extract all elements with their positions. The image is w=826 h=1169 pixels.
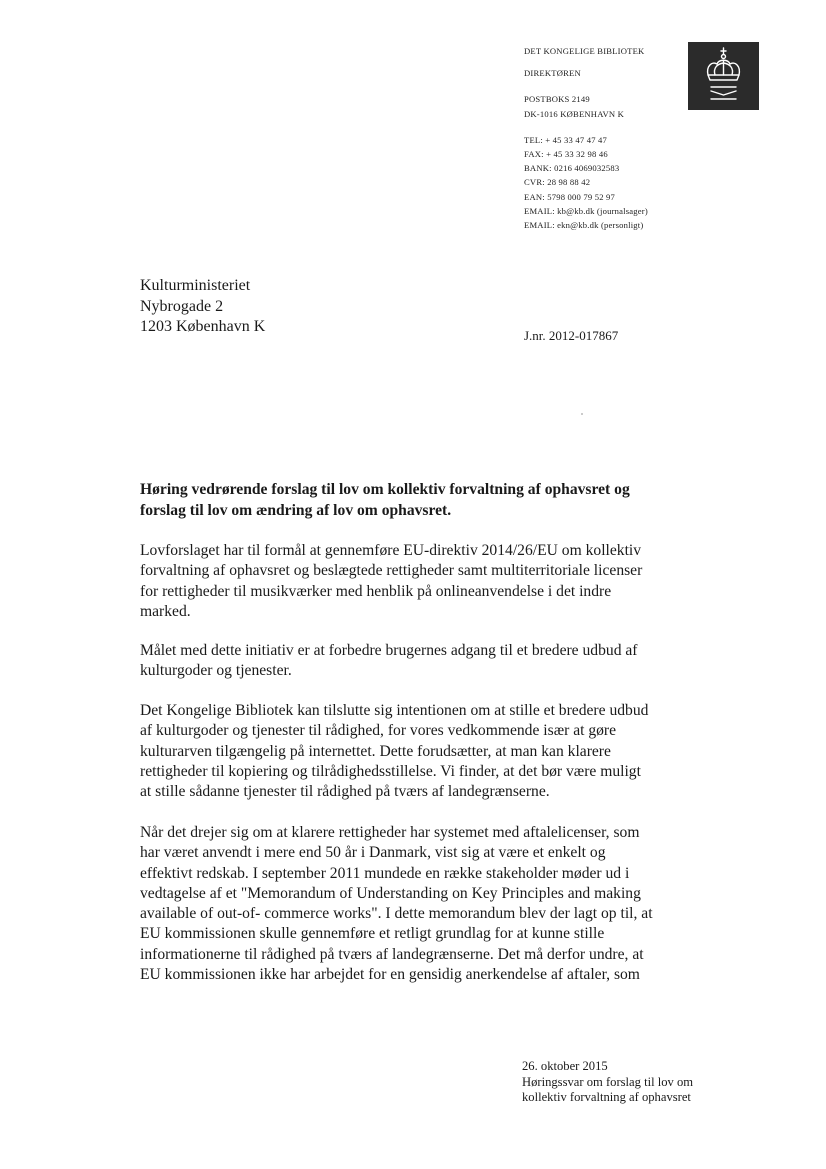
- ean-number: EAN: 5798 000 79 52 97: [524, 191, 616, 202]
- body-paragraph-3: [140, 701, 685, 802]
- text-line: kulturarven tilgængelig på internettet. Dette forudsætter, at man kan klarere: [140, 742, 611, 760]
- text-line: Det Kongelige Bibliotek kan tilslutte sig intentionen om at stille et bredere udbud: [140, 702, 649, 719]
- footer-date: 26. oktober 2015: [522, 1059, 608, 1073]
- text-line: forvaltning af ophavsret og beslægtede rettigheder samt multiterritoriale licenser: [140, 562, 643, 580]
- postbox: POSTBOKS 2149: [524, 94, 590, 105]
- scan-speck: [581, 413, 583, 415]
- recipient-city: 1203 København K: [140, 318, 266, 336]
- text-line: rettigheder til kopiering og tilrådighedsstillelse. Vi finder, at det bør være muligt: [140, 762, 641, 780]
- fax: FAX: + 45 33 32 98 46: [524, 149, 608, 160]
- text-line: har været anvendt i mere end 50 år i Danmark, vist sig at være et enkelt og: [140, 844, 606, 862]
- text-line: at stille sådanne tjenester til rådighed på tværs af landegrænserne.: [140, 783, 550, 801]
- footer-note: [522, 1059, 693, 1106]
- email-journal: EMAIL: kb@kb.dk (journalsager): [524, 205, 648, 216]
- body-paragraph-2: [140, 641, 685, 682]
- office-name: DIREKTØREN: [524, 68, 581, 79]
- institution-name: DET KONGELIGE BIBLIOTEK: [524, 46, 645, 56]
- text-line: informationerne til rådighed på tværs af landegrænserne. Det må derfor undre, at: [140, 945, 644, 963]
- text-line: marked.: [140, 602, 191, 620]
- subject-line-2: forslag til lov om ændring af lov om ophavsret.: [140, 501, 452, 519]
- journal-number: J.nr. 2012-017867: [524, 328, 619, 343]
- recipient-address: [140, 276, 265, 338]
- text-line: EU kommissionen skulle gennemføre et retligt grundlag for at kunne stille: [140, 925, 605, 943]
- recipient-street: Nybrogade 2: [140, 297, 224, 315]
- recipient-name: Kulturministeriet: [140, 277, 251, 294]
- cvr-number: CVR: 28 98 88 42: [524, 177, 591, 188]
- subject-line-1: Høring vedrørende forslag til lov om kollektiv forvaltning af ophavsret og: [140, 481, 630, 498]
- email-personal: EMAIL: ekn@kb.dk (personligt): [524, 220, 644, 231]
- bank-account: BANK: 0216 4069032583: [524, 163, 620, 174]
- text-line: effektivt redskab. I september 2011 mundede en række stakeholder møder ud i: [140, 864, 630, 882]
- text-line: available of out-of- commerce works". I dette memorandum blev der lagt op til, at: [140, 905, 653, 923]
- crown-logo-icon: [688, 42, 759, 110]
- text-line: af kulturgoder og tjenester til rådighed, for vores vedkommende især at gøre: [140, 722, 617, 740]
- telephone: TEL: + 45 33 47 47 47: [524, 134, 608, 145]
- text-line: vedtagelse af et "Memorandum of Understanding on Key Principles and making: [140, 884, 641, 902]
- subject-heading: [140, 480, 700, 521]
- text-line: Målet med dette initiativ er at forbedre brugernes adgang til et bredere udbud af: [140, 642, 638, 659]
- text-line: for rettigheder til musikværker med henblik på onlineanvendelse i det indre: [140, 582, 612, 600]
- footer-topic-line-2: kollektiv forvaltning af ophavsret: [522, 1090, 691, 1105]
- text-line: EU kommissionen ikke har arbejdet for en gensidig anerkendelse af aftaler, som: [140, 966, 640, 984]
- text-line: Når det drejer sig om at klarere rettigheder har systemet med aftalelicenser, som: [140, 824, 640, 841]
- postal-city: DK-1016 KØBENHAVN K: [524, 108, 625, 119]
- footer-topic-line-1: Høringssvar om forslag til lov om: [522, 1074, 694, 1089]
- sender-block: [524, 44, 694, 232]
- body-paragraph-1: [140, 541, 685, 622]
- text-line: kulturgoder og tjenester.: [140, 662, 292, 680]
- body-paragraph-4: [140, 823, 685, 985]
- text-line: Lovforslaget har til formål at gennemføre EU-direktiv 2014/26/EU om kollektiv: [140, 542, 642, 559]
